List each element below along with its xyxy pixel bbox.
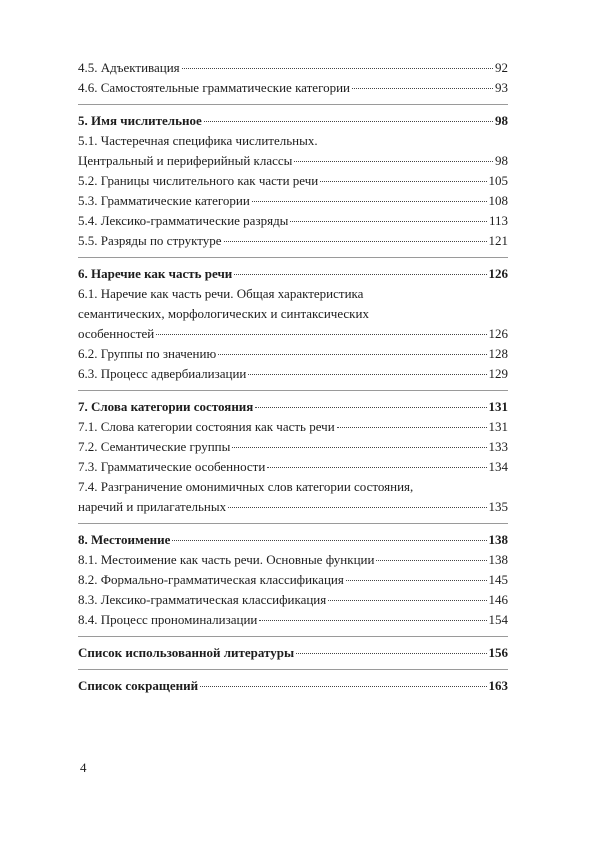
entry-page: 126 bbox=[488, 326, 508, 341]
entry-page: 154 bbox=[488, 612, 508, 627]
dot-leader bbox=[218, 354, 486, 355]
toc-entry bbox=[78, 457, 508, 477]
entry-title: 7.2. Семантические группы bbox=[78, 439, 231, 454]
chapter-page: 126 bbox=[488, 266, 508, 281]
dot-leader bbox=[228, 507, 486, 508]
entry-page: 134 bbox=[488, 459, 508, 474]
section-divider bbox=[78, 390, 508, 391]
dot-leader bbox=[320, 181, 486, 182]
entry-title: 4.5. Адъективация bbox=[78, 60, 180, 75]
entry-title-line: 6.1. Наречие как часть речи. Общая характеристика bbox=[78, 286, 364, 301]
dot-leader bbox=[182, 68, 493, 69]
entry-title: 5.5. Разряды по структуре bbox=[78, 233, 222, 248]
toc-entry bbox=[78, 151, 508, 171]
section-divider bbox=[78, 636, 508, 637]
toc-entry bbox=[78, 324, 508, 344]
dot-leader bbox=[172, 540, 486, 541]
entry-title: 6.3. Процесс адвербиализации bbox=[78, 366, 247, 381]
entry-title: 8.3. Лексико-грамматическая классификация bbox=[78, 592, 327, 607]
entry-page: 135 bbox=[488, 499, 508, 514]
entry-title: 7.1. Слова категории состояния как часть речи bbox=[78, 419, 335, 434]
dot-leader bbox=[328, 600, 486, 601]
entry-page: 128 bbox=[488, 346, 508, 361]
entry-title: 5.3. Грамматические категории bbox=[78, 193, 250, 208]
toc-chapter bbox=[78, 676, 508, 696]
entry-page: 108 bbox=[488, 193, 508, 208]
toc-entry bbox=[78, 497, 508, 517]
chapter-title: 6. Наречие как часть речи bbox=[78, 266, 233, 281]
entry-title-line: семантических, морфологических и синтаксических bbox=[78, 306, 369, 321]
toc-entry bbox=[78, 417, 508, 437]
table-of-contents bbox=[78, 58, 508, 696]
toc-entry bbox=[78, 550, 508, 570]
entry-page: 92 bbox=[495, 60, 508, 75]
toc-chapter bbox=[78, 264, 508, 284]
section-divider bbox=[78, 257, 508, 258]
entry-page: 113 bbox=[488, 213, 508, 228]
dot-leader bbox=[290, 221, 487, 222]
entry-title: Центральный и периферийный классы bbox=[78, 153, 293, 168]
chapter-title: 7. Слова категории состояния bbox=[78, 399, 254, 414]
dot-leader bbox=[232, 447, 486, 448]
entry-title: 8.4. Процесс прономинализации bbox=[78, 612, 258, 627]
entry-page: 133 bbox=[488, 439, 508, 454]
dot-leader bbox=[346, 580, 487, 581]
entry-title: 8.1. Местоимение как часть речи. Основные функции bbox=[78, 552, 375, 567]
entry-title: 7.3. Грамматические особенности bbox=[78, 459, 266, 474]
page-number: 4 bbox=[80, 760, 87, 775]
entry-title: наречий и прилагательных bbox=[78, 499, 227, 514]
chapter-page: 163 bbox=[488, 678, 508, 693]
toc-chapter bbox=[78, 643, 508, 663]
entry-page: 146 bbox=[488, 592, 508, 607]
dot-leader bbox=[252, 201, 487, 202]
toc-entry bbox=[78, 364, 508, 384]
section-divider bbox=[78, 104, 508, 105]
chapter-page: 131 bbox=[488, 399, 508, 414]
toc-entry bbox=[78, 191, 508, 211]
entry-page: 138 bbox=[488, 552, 508, 567]
toc-entry bbox=[78, 570, 508, 590]
entry-title: 5.4. Лексико-грамматические разряды bbox=[78, 213, 289, 228]
dot-leader bbox=[296, 653, 486, 654]
entry-title: 8.2. Формально-грамматическая классификация bbox=[78, 572, 344, 587]
entry-title: 5.2. Границы числительного как части речи bbox=[78, 173, 319, 188]
dot-leader bbox=[376, 560, 486, 561]
toc-chapter bbox=[78, 530, 508, 550]
toc-entry bbox=[78, 58, 508, 78]
toc-chapter bbox=[78, 111, 508, 131]
dot-leader bbox=[224, 241, 487, 242]
toc-entry bbox=[78, 610, 508, 630]
entry-page: 98 bbox=[495, 153, 508, 168]
toc-entry bbox=[78, 231, 508, 251]
chapter-page: 156 bbox=[488, 645, 508, 660]
chapter-title: 5. Имя числительное bbox=[78, 113, 202, 128]
dot-leader bbox=[156, 334, 486, 335]
entry-title-line: 5.1. Частеречная специфика числительных. bbox=[78, 133, 318, 148]
dot-leader bbox=[255, 407, 486, 408]
dot-leader bbox=[259, 620, 486, 621]
chapter-title: Список сокращений bbox=[78, 678, 199, 693]
entry-page: 105 bbox=[488, 173, 508, 188]
entry-title: особенностей bbox=[78, 326, 155, 341]
dot-leader bbox=[248, 374, 486, 375]
entry-page: 145 bbox=[488, 572, 508, 587]
entry-title: 4.6. Самостоятельные грамматические категории bbox=[78, 80, 350, 95]
dot-leader bbox=[352, 88, 493, 89]
dot-leader bbox=[234, 274, 486, 275]
toc-entry bbox=[78, 437, 508, 457]
entry-page: 129 bbox=[488, 366, 508, 381]
section-divider bbox=[78, 523, 508, 524]
entry-page: 131 bbox=[488, 419, 508, 434]
chapter-title: 8. Местоимение bbox=[78, 532, 171, 547]
toc-entry bbox=[78, 171, 508, 191]
dot-leader bbox=[337, 427, 487, 428]
dot-leader bbox=[204, 121, 493, 122]
section-divider bbox=[78, 669, 508, 670]
dot-leader bbox=[294, 161, 493, 162]
chapter-title: Список использованной литературы bbox=[78, 645, 295, 660]
toc-entry bbox=[78, 78, 508, 98]
chapter-page: 138 bbox=[488, 532, 508, 547]
toc-entry bbox=[78, 590, 508, 610]
entry-title-line: 7.4. Разграничение омонимичных слов категории состояния, bbox=[78, 479, 414, 494]
chapter-page: 98 bbox=[495, 113, 508, 128]
toc-entry bbox=[78, 211, 508, 231]
toc-chapter bbox=[78, 397, 508, 417]
toc-entry bbox=[78, 344, 508, 364]
entry-title: 6.2. Группы по значению bbox=[78, 346, 217, 361]
entry-page: 121 bbox=[488, 233, 508, 248]
dot-leader bbox=[200, 686, 486, 687]
dot-leader bbox=[267, 467, 486, 468]
entry-page: 93 bbox=[495, 80, 508, 95]
